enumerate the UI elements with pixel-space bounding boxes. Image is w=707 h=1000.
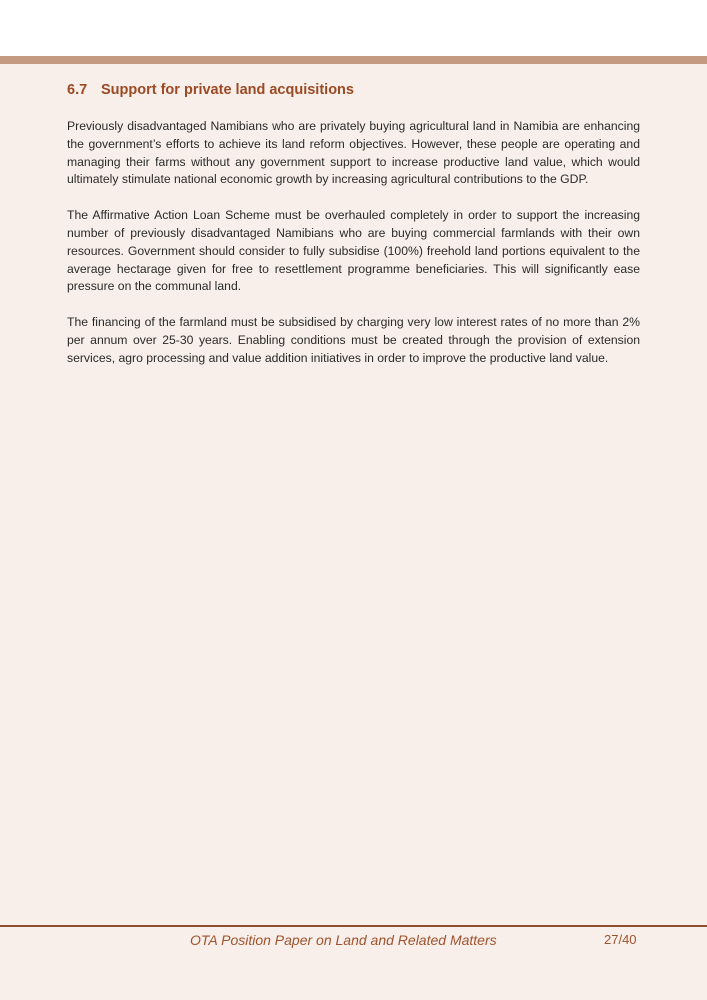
- header-rule: [0, 56, 707, 64]
- paragraph: The financing of the farmland must be subsidised by charging very low interest rates of no more than 2% per annum over 25-30 years. Enabling conditions must be created through the provision of extension services, agro processing and value addition initiatives in order to improve the productive land value.: [67, 315, 640, 365]
- footer-rule: [0, 925, 707, 927]
- section-number: 6.7: [67, 82, 88, 98]
- section-heading: [67, 80, 640, 100]
- paragraph: The Affirmative Action Loan Scheme must be overhauled completely in order to support the increasing number of previously disadvantaged Namibians who are buying commercial farmlands with their own resources. Government should consider to fully subsidise (100%) freehold land portions equivalent to the average hectarage given for free to resettlement programme beneficiaries. This will significantly ease pressure on the communal land.: [67, 208, 640, 294]
- paragraph: Previously disadvantaged Namibians who are privately buying agricultural land in Namibia are enhancing the government’s efforts to achieve its land reform objectives. However, these people are operating and managing their farms without any government support to increase productive land value, which would ultimately stimulate national economic growth by increasing agricultural contributions to the GDP.: [67, 119, 640, 187]
- footer-title: OTA Position Paper on Land and Related Matters: [190, 932, 497, 948]
- section-title: Support for private land acquisitions: [101, 82, 354, 98]
- page-number: 27/40: [604, 932, 637, 947]
- page-content: [67, 80, 640, 386]
